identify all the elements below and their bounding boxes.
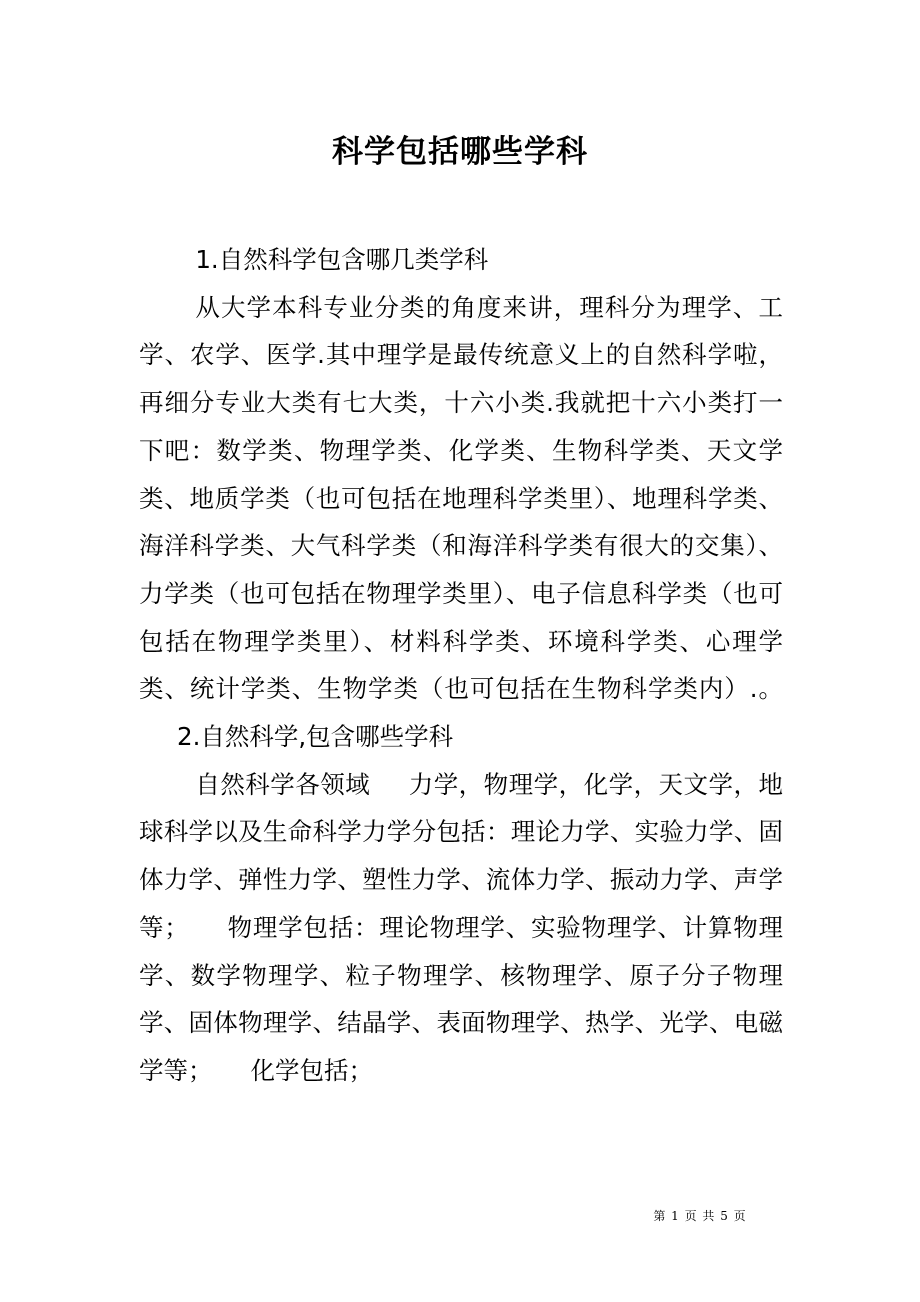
paragraph-2-chemistry: 化学包括；	[250, 1055, 373, 1085]
paragraph-heading-1: 1.自然科学包含哪几类学科	[195, 245, 489, 274]
paragraph-2-text: 力学，物理学，化学，天文学，地球科学以及生命科学力学分包括：理论力学、实验力学、固体力学、弹性力学、塑性力学、流体力学、振动力学、声学等；	[139, 769, 783, 942]
document-title: 科学包括哪些学科	[332, 134, 588, 170]
paragraph-heading-2: 2.自然科学,包含哪些学科	[177, 722, 454, 752]
page-footer: 第 1 页 共 5 页	[653, 1209, 747, 1223]
document-body	[139, 236, 783, 1095]
paragraph-1-text: 从大学本科专业分类的角度来讲，理科分为理学、工学、农学、医学.其中理学是最传统意义上的自然科学啦，再细分专业大类有七大类，十六小类.我就把十六小类打一下吧：数学类、物理学类、化学类、生物科学类、天文学类、地质学类（也可包括在地理科学类里）、地理科学类、海洋科学类、大气科学类（和海洋科学类有很大的交集）、力学类（也可包括在物理学类里）、电子信息科学类（也可包括在物理学类里）、材料科学类、环境科学类、心理学类、统计学类、生物学类（也可包括在生物科学类内）.。	[139, 292, 783, 704]
paragraph-1	[139, 284, 783, 761]
paragraph-2	[139, 761, 783, 1095]
paragraph-2-physics: 物理学包括：理论物理学、实验物理学、计算物理学、数学物理学、粒子物理学、核物理学、原子分子物理学、固体物理学、结晶学、表面物理学、热学、光学、电磁学等；	[139, 912, 784, 1085]
paragraph-2-lead: 自然科学各领域	[195, 769, 371, 799]
